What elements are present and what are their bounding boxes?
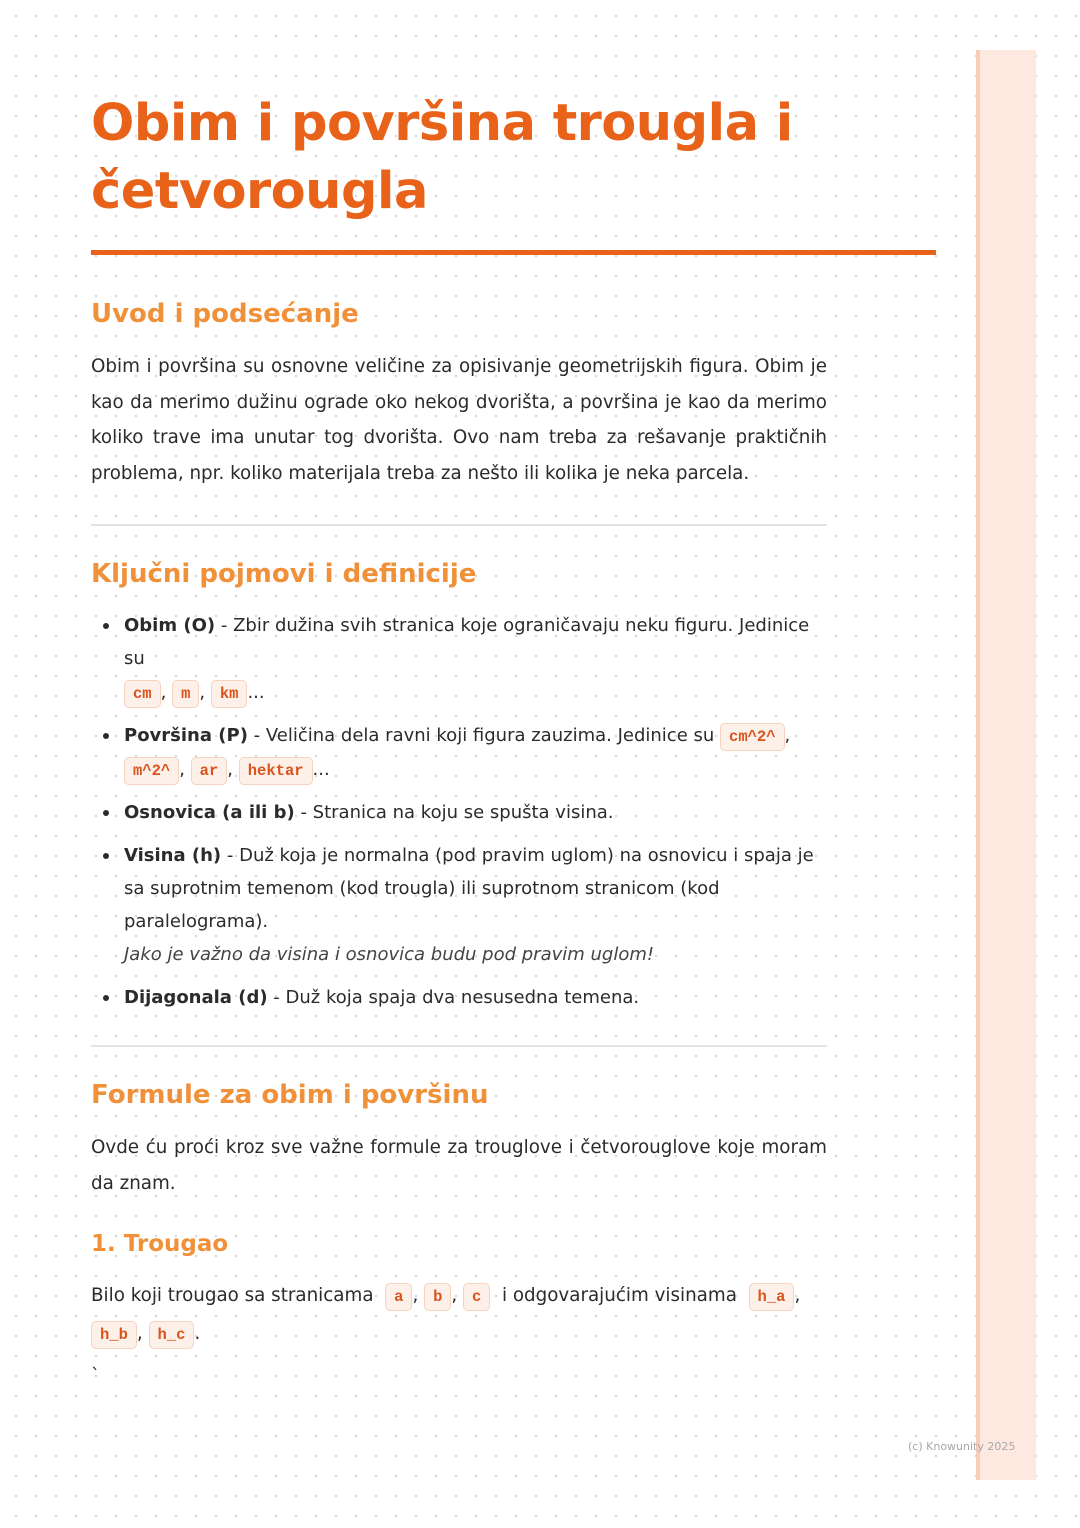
- title-divider: [91, 250, 936, 255]
- term-label: Visina (h): [124, 845, 222, 866]
- intro-paragraph: Obim i površina su osnovne veličine za opisivanje geometrijskih figura. Obim je kao da merimo dužinu ograde oko nekog dvorišta, a površina je kao da merimo koliko trave ima unutar tog dvorišta. Ovo nam treba za rešavanje praktičnih problema, npr. koliko materijala treba za nešto ili kolika je neka parcela.: [91, 356, 827, 484]
- height-code: h_b: [91, 1321, 137, 1349]
- list-item-osnovica: [91, 796, 827, 829]
- unit-code: cm^2^: [720, 723, 785, 751]
- definition-note: Jako je važno da visina i osnovica budu pod pravim uglom!: [124, 944, 655, 965]
- unit-code: km: [211, 680, 248, 708]
- stray-backtick: `: [91, 1365, 100, 1386]
- section-divider: [91, 524, 827, 526]
- section-heading-formulas: Formule za obim i površinu: [91, 1080, 489, 1110]
- list-item-obim: Obim (O) - Zbir dužina svih stranica koje ograničavaju neku figuru. Jedinice su cm , m , km ...: [91, 609, 827, 709]
- definition-text: - Stranica na koju se spušta visina.: [294, 802, 614, 823]
- term-label: Dijagonala (d): [124, 987, 268, 1008]
- subsection-heading-triangle: 1. Trougao: [91, 1231, 229, 1257]
- list-item-dijagonala: [91, 981, 827, 1014]
- triangle-text: i odgovarajućim visinama: [501, 1285, 737, 1306]
- definition-text: - Duž koja je normalna (pod pravim uglom) na osnovicu i spaja je sa suprotnim temenom (kod trougla) ili suprotnom stranicom (kod paralelograma).: [124, 845, 814, 932]
- side-code: b: [424, 1283, 451, 1311]
- triangle-paragraph: Bilo koji trougao sa stranicama a , b , c i odgovarajućim visinama h_a , h_b , h_c .: [91, 1277, 827, 1353]
- unit-code: ar: [191, 757, 228, 785]
- definition-text: - Zbir dužina svih stranica koje ograničavaju neku figuru. Jedinice su: [124, 615, 810, 669]
- unit-code: m^2^: [124, 757, 179, 785]
- ellipsis-text: ...: [312, 759, 330, 780]
- definitions-list: [91, 609, 827, 1014]
- formulas-paragraph: Ovde ću proći kroz sve važne formule za trouglove i četvorouglove koje moram da znam.: [91, 1137, 827, 1194]
- document-page: [91, 90, 936, 1386]
- term-label: Obim (O): [124, 615, 216, 636]
- section-divider: [91, 1045, 827, 1047]
- definition-text: - Duž koja spaja dva nesusedna temena.: [267, 987, 640, 1008]
- term-label: Osnovica (a ili b): [124, 802, 295, 823]
- ellipsis-text: ...: [247, 682, 265, 703]
- unit-code: cm: [124, 680, 161, 708]
- triangle-text: Bilo koji trougao sa stranicama: [91, 1285, 374, 1306]
- unit-code: hektar: [239, 757, 313, 785]
- side-code: a: [385, 1283, 412, 1311]
- section-heading-intro: Uvod i podsećanje: [91, 299, 359, 329]
- footer-copyright: (c) Knowunity 2025: [908, 1440, 1016, 1453]
- list-item-visina: [91, 839, 827, 971]
- term-label: Površina (P): [124, 725, 248, 746]
- list-item-povrsina: Površina (P) - Veličina dela ravni koji figura zauzima. Jedinice su cm^2^ , m^2^ , ar , hektar ...: [91, 719, 827, 786]
- margin-strip: [976, 50, 1036, 1480]
- page-title: Obim i površina trougla i četvorougla: [91, 94, 793, 221]
- section-heading-definitions: Ključni pojmovi i definicije: [91, 559, 477, 589]
- definition-text: - Veličina dela ravni koji figura zauzima. Jedinice su: [247, 725, 715, 746]
- side-code: c: [463, 1283, 490, 1311]
- unit-code: m: [172, 680, 199, 708]
- height-code: h_a: [749, 1283, 795, 1311]
- height-code: h_c: [149, 1321, 195, 1349]
